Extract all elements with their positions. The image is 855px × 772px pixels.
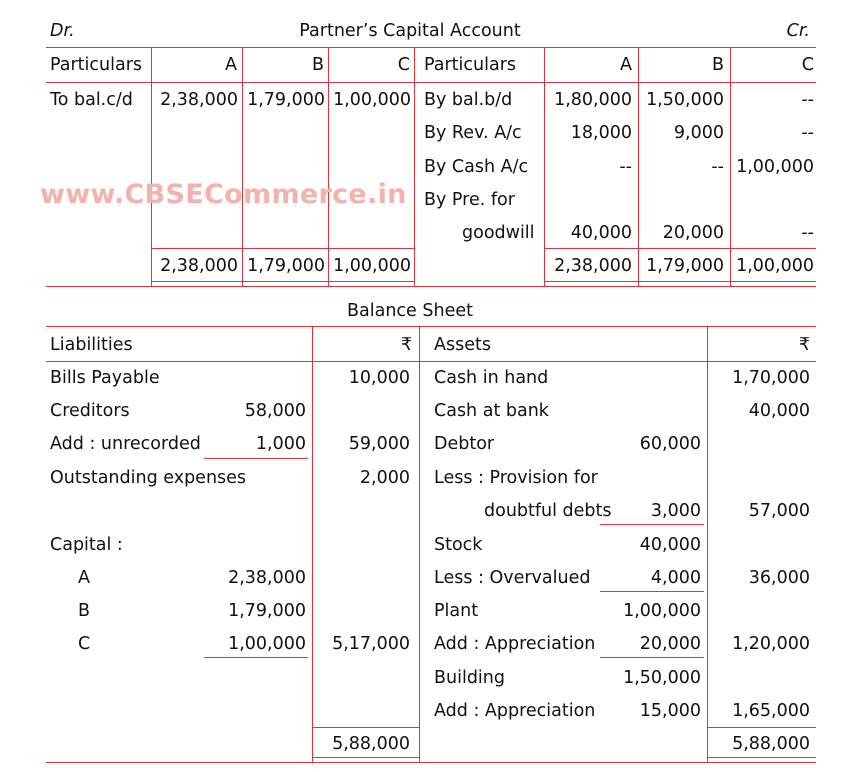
bs-col-divider xyxy=(312,326,313,762)
col-divider xyxy=(638,47,639,286)
liability-inner: 58,000 xyxy=(244,401,306,421)
left-total-top-rule xyxy=(152,248,414,249)
liability-inner: 1,000 xyxy=(255,434,306,454)
asset-label: doubtful debts xyxy=(484,501,612,521)
asset-inner: 15,000 xyxy=(639,701,701,721)
right-total-bottom-rule xyxy=(545,281,816,282)
assets-header: Assets xyxy=(434,335,491,355)
asset-label: Add : Appreciation xyxy=(434,634,596,654)
col-divider xyxy=(151,47,152,286)
asset-amount: 1,65,000 xyxy=(732,701,810,721)
bs-total-bottom-rule xyxy=(707,757,816,758)
liability-inner: 1,79,000 xyxy=(228,601,306,621)
right-entry-b: -- xyxy=(711,157,724,177)
left-total-a: 2,38,000 xyxy=(160,256,238,276)
asset-label: Cash at bank xyxy=(434,401,549,421)
asset-label: Cash in hand xyxy=(434,368,549,388)
right-entry-b: 20,000 xyxy=(662,223,724,243)
liability-amount: 5,17,000 xyxy=(332,634,410,654)
bs-col-divider xyxy=(707,326,708,762)
col-divider xyxy=(242,47,243,286)
asset-inner: 20,000 xyxy=(639,634,701,654)
right-total-b: 1,79,000 xyxy=(646,256,724,276)
left-entry-c: 1,00,000 xyxy=(333,90,411,110)
right-entry-particular: goodwill xyxy=(462,223,535,243)
col-divider xyxy=(328,47,329,286)
header-particulars-right: Particulars xyxy=(424,55,517,75)
liabilities-currency-header: ₹ xyxy=(400,335,412,355)
col-divider xyxy=(730,47,731,286)
bs-header-bottom-rule xyxy=(46,361,816,362)
bs-total-top-rule xyxy=(312,727,419,728)
liability-amount: 2,000 xyxy=(359,468,410,488)
subtotal-rule xyxy=(204,657,308,658)
liability-label: B xyxy=(78,601,91,621)
liability-amount: 59,000 xyxy=(348,434,410,454)
asset-amount: 40,000 xyxy=(748,401,810,421)
subtotal-rule xyxy=(600,591,704,592)
subtotal-rule xyxy=(204,458,308,459)
right-entry-particular: By bal.b/d xyxy=(424,90,513,110)
asset-inner: 4,000 xyxy=(650,568,701,588)
bs-total-bottom-rule xyxy=(312,757,419,758)
asset-label: Less : Provision for xyxy=(434,468,598,488)
right-entry-particular: By Cash A/c xyxy=(424,157,529,177)
header-b-left: B xyxy=(311,55,324,75)
asset-label: Building xyxy=(434,668,505,688)
liability-inner: 1,00,000 xyxy=(228,634,306,654)
header-a-left: A xyxy=(225,55,237,75)
header-a-right: A xyxy=(620,55,632,75)
left-total-bottom-rule xyxy=(152,281,414,282)
liability-label: Bills Payable xyxy=(50,368,160,388)
right-entry-a: -- xyxy=(619,157,632,177)
dr-label: Dr. xyxy=(50,21,75,41)
liabilities-header: Liabilities xyxy=(50,335,133,355)
assets-currency-header: ₹ xyxy=(798,335,810,355)
right-entry-a: 18,000 xyxy=(570,123,632,143)
liability-inner: 2,38,000 xyxy=(228,568,306,588)
liability-amount: 10,000 xyxy=(348,368,410,388)
liability-label: A xyxy=(78,568,90,588)
header-c-right: C xyxy=(801,55,814,75)
asset-amount: 1,20,000 xyxy=(732,634,810,654)
balance-sheet-title: Balance Sheet xyxy=(347,301,473,321)
cr-label: Cr. xyxy=(786,21,810,41)
right-entry-particular: By Rev. A/c xyxy=(424,123,522,143)
left-total-c: 1,00,000 xyxy=(333,256,411,276)
watermark: www.CBSECommerce.in xyxy=(40,179,407,210)
bs-col-divider xyxy=(419,326,420,762)
total-liabilities: 5,88,000 xyxy=(332,734,410,754)
right-entry-particular: By Pre. for xyxy=(424,190,515,210)
liability-label: C xyxy=(78,634,91,654)
asset-amount: 36,000 xyxy=(748,568,810,588)
asset-amount: 57,000 xyxy=(748,501,810,521)
header-particulars-left: Particulars xyxy=(50,55,143,75)
capital-account-end-rule xyxy=(46,286,816,287)
asset-label: Plant xyxy=(434,601,479,621)
total-assets: 5,88,000 xyxy=(732,734,810,754)
right-entry-c: 1,00,000 xyxy=(736,157,814,177)
liability-label: Outstanding expenses xyxy=(50,468,247,488)
right-entry-a: 40,000 xyxy=(570,223,632,243)
right-entry-c: -- xyxy=(801,123,814,143)
header-bottom-rule xyxy=(46,82,816,83)
subtotal-rule xyxy=(600,657,704,658)
right-total-top-rule xyxy=(545,248,816,249)
subtotal-rule xyxy=(600,524,704,525)
liability-label: Creditors xyxy=(50,401,130,421)
header-top-rule xyxy=(46,47,816,48)
right-entry-c: -- xyxy=(801,90,814,110)
asset-inner: 60,000 xyxy=(639,434,701,454)
left-entry-a: 2,38,000 xyxy=(160,90,238,110)
right-total-c: 1,00,000 xyxy=(736,256,814,276)
left-entry-particular: To bal.c/d xyxy=(50,90,133,110)
liability-label: Add : unrecorded xyxy=(50,434,201,454)
asset-label: Stock xyxy=(434,535,483,555)
col-divider xyxy=(414,47,415,286)
header-c-left: C xyxy=(397,55,410,75)
left-total-b: 1,79,000 xyxy=(247,256,325,276)
col-divider xyxy=(544,47,545,286)
right-total-a: 2,38,000 xyxy=(554,256,632,276)
asset-label: Debtor xyxy=(434,434,495,454)
asset-label: Add : Appreciation xyxy=(434,701,596,721)
balance-sheet-end-rule xyxy=(46,762,816,763)
asset-inner: 1,50,000 xyxy=(623,668,701,688)
asset-amount: 1,70,000 xyxy=(732,368,810,388)
right-entry-c: -- xyxy=(801,223,814,243)
right-entry-b: 1,50,000 xyxy=(646,90,724,110)
liability-label: Capital : xyxy=(50,535,123,555)
asset-inner: 3,000 xyxy=(650,501,701,521)
bs-total-top-rule xyxy=(707,727,816,728)
right-entry-a: 1,80,000 xyxy=(554,90,632,110)
header-b-right: B xyxy=(711,55,724,75)
bs-header-top-rule xyxy=(46,326,816,327)
left-entry-b: 1,79,000 xyxy=(247,90,325,110)
asset-inner: 40,000 xyxy=(639,535,701,555)
asset-inner: 1,00,000 xyxy=(623,601,701,621)
right-entry-b: 9,000 xyxy=(673,123,724,143)
asset-label: Less : Overvalued xyxy=(434,568,591,588)
capital-account-title: Partner’s Capital Account xyxy=(299,21,521,41)
